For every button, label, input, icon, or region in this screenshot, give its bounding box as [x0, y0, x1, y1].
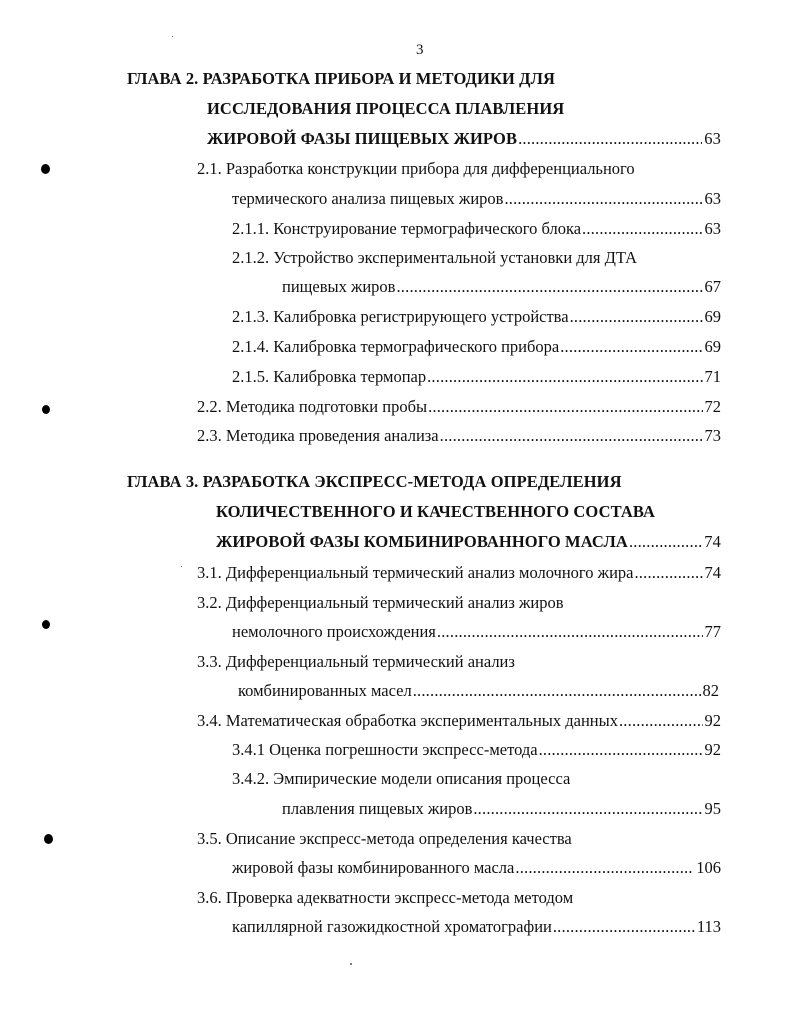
scan-speck	[181, 566, 182, 567]
chapter-2-title-line-1: ГЛАВА 2. РАЗРАБОТКА ПРИБОРА И МЕТОДИКИ ДЛЯ	[127, 69, 556, 88]
scan-speck	[350, 963, 352, 965]
toc-entry-3-4-2-line-2: плавления пищевых жиров ..... 95	[282, 797, 721, 821]
binder-hole-mark	[42, 405, 50, 414]
toc-entry-2-1-line-2: термического анализа пищевых жиров ..... 63	[232, 187, 721, 211]
toc-entry-3-3-line-1: 3.3. Дифференциальный термический анализ	[197, 652, 515, 671]
toc-entry-2-1-2-line-2: пищевых жиров ..... 67	[282, 275, 721, 299]
chapter-3-title-line-3: ЖИРОВОЙ ФАЗЫ КОМБИНИРОВАННОГО МАСЛА ..... 74	[216, 530, 721, 554]
toc-entry-3-2-line-1: 3.2. Дифференциальный термический анализ жиров	[197, 593, 564, 612]
toc-entry-2-1-line-1: 2.1. Разработка конструкции прибора для дифференциального	[197, 159, 635, 178]
binder-hole-mark	[42, 620, 50, 629]
toc-entry-3-4-2-line-1: 3.4.2. Эмпирические модели описания процесса	[232, 769, 571, 788]
scan-speck	[172, 36, 173, 37]
toc-entry-2-1-1: 2.1.1. Конструирование термографического блока ..... 63	[232, 217, 721, 241]
toc-entry-3-3-line-2: комбинированных масел ..... 82	[238, 679, 719, 703]
toc-entry-3-2-line-2: немолочного происхождения ..... 77	[232, 620, 721, 644]
toc-entry-3-5-line-1: 3.5. Описание экспресс-метода определения качества	[197, 829, 572, 848]
toc-entry-3-4: 3.4. Математическая обработка экспериментальных данных ..... 92	[197, 709, 721, 733]
toc-entry-2-3: 2.3. Методика проведения анализа ..... 73	[197, 424, 721, 448]
toc-entry-2-1-2-line-1: 2.1.2. Устройство экспериментальной установки для ДТА	[232, 248, 638, 267]
chapter-2-title-line-2: ИССЛЕДОВАНИЯ ПРОЦЕССА ПЛАВЛЕНИЯ	[207, 99, 565, 118]
page-number: 3	[416, 42, 424, 58]
binder-hole-mark	[41, 164, 50, 174]
chapter-3-title-line-1: ГЛАВА 3. РАЗРАБОТКА ЭКСПРЕСС-МЕТОДА ОПРЕДЕЛЕНИЯ	[127, 472, 622, 491]
toc-entry-3-5-line-2: жировой фазы комбинированного масла ..... 106	[232, 856, 721, 880]
chapter-2-title-line-3: ЖИРОВОЙ ФАЗЫ ПИЩЕВЫХ ЖИРОВ ..... 63	[207, 127, 721, 151]
toc-entry-3-4-1: 3.4.1 Оценка погрешности экспресс-метода ..... 92	[232, 738, 721, 762]
toc-entry-2-1-5: 2.1.5. Калибровка термопар ..... 71	[232, 365, 721, 389]
toc-entry-2-1-3: 2.1.3. Калибровка регистрирующего устройства ..... 69	[232, 305, 721, 329]
binder-hole-mark	[44, 834, 53, 844]
toc-entry-3-6-line-2: капиллярной газожидкостной хроматографии ..... 113	[232, 915, 721, 939]
chapter-3-title-line-2: КОЛИЧЕСТВЕННОГО И КАЧЕСТВЕННОГО СОСТАВА	[216, 502, 655, 521]
toc-entry-2-2: 2.2. Методика подготовки пробы ..... 72	[197, 395, 721, 419]
toc-entry-3-1: 3.1. Дифференциальный термический анализ молочного жира ..... 74	[197, 561, 721, 585]
toc-entry-2-1-4: 2.1.4. Калибровка термографического прибора ..... 69	[232, 335, 721, 359]
toc-entry-3-6-line-1: 3.6. Проверка адекватности экспресс-метода методом	[197, 888, 574, 907]
